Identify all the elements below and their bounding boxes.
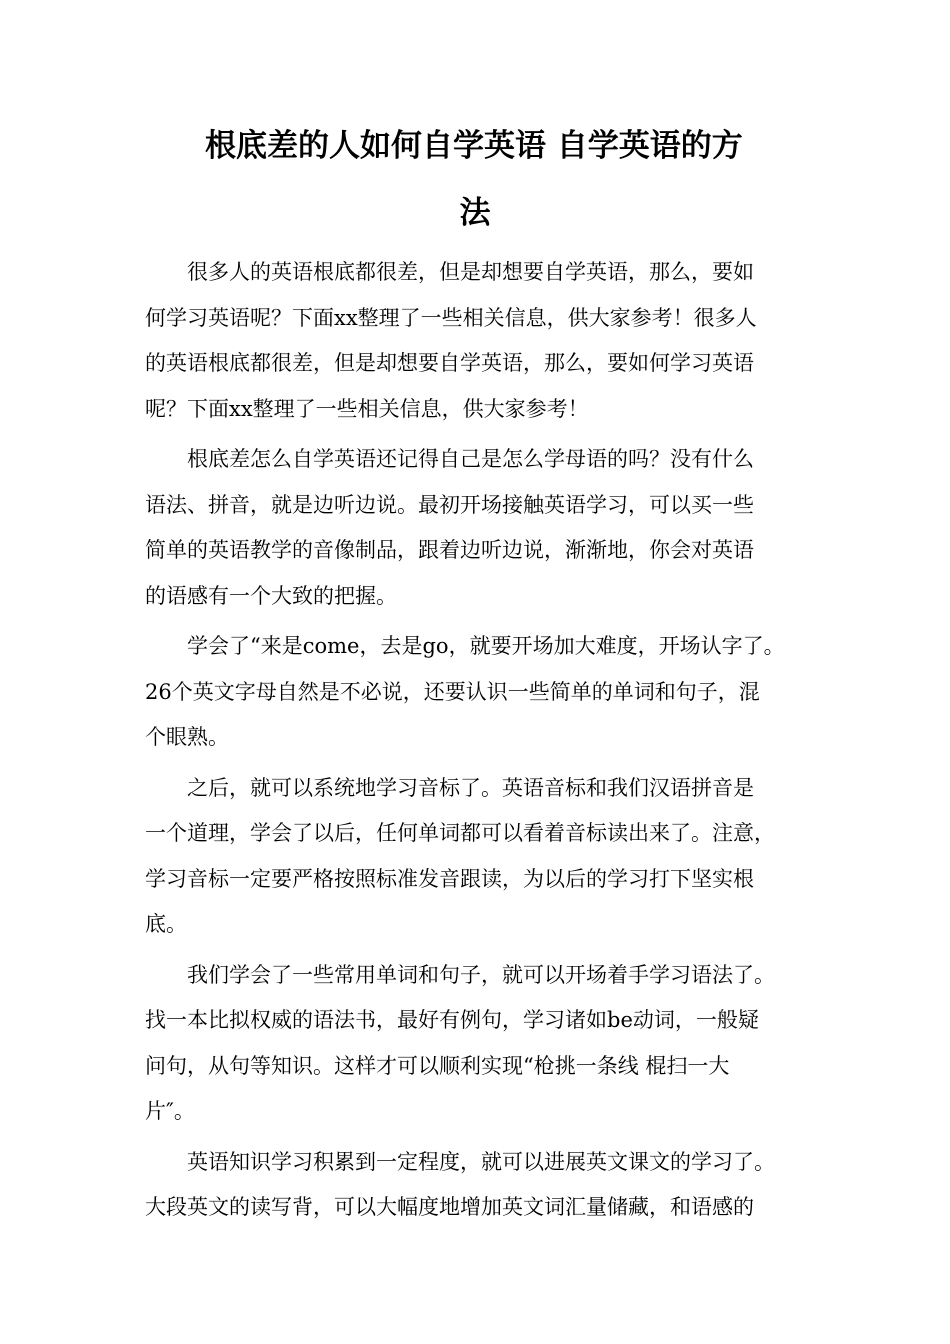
paragraph-6 (145, 1140, 809, 1231)
paragraph-line: 片″。 (145, 1099, 195, 1123)
paragraph-5 (145, 953, 809, 1135)
paragraph-2 (145, 437, 809, 619)
paragraph-line: 个眼熟。 (145, 725, 229, 749)
document-title-line-1: 根底差的人如何自学英语 自学英语的方 (205, 128, 743, 164)
paragraph-line: 问句，从句等知识。这样才可以顺利实现“枪挑一条线 棍扫一大 (145, 1053, 730, 1078)
paragraph-line: 简单的英语教学的音像制品，跟着边听边说，渐渐地，你会对英语 (145, 538, 754, 562)
paragraph-line: 的语感有一个大致的把握。 (145, 583, 397, 608)
paragraph-4 (145, 766, 809, 948)
paragraph-line: 找一本比拟权威的语法书，最好有例句，学习诸如be动词，一般疑 (145, 1008, 759, 1032)
paragraph-line: 底。 (145, 912, 187, 936)
paragraph-line: 我们学会了一些常用单词和句子，就可以开场着手学习语法了。 (187, 962, 775, 987)
paragraph-1 (145, 250, 809, 432)
document-body (145, 250, 809, 1236)
paragraph-line: 26个英文字母自然是不必说，还要认识一些简单的单词和句子，混 (145, 679, 760, 704)
paragraph-line: 的英语根底都很差，但是却想要自学英语，那么，要如何学习英语 (145, 351, 754, 375)
paragraph-line: 大段英文的读写背，可以大幅度地增加英文词汇量储藏，和语感的 (145, 1195, 754, 1219)
paragraph-line: 呢？下面xx整理了一些相关信息，供大家参考！ (145, 396, 589, 421)
paragraph-line: 语法、拼音，就是边听边说。最初开场接触英语学习，可以买一些 (145, 492, 754, 517)
document-title-line-2: 法 (459, 195, 491, 231)
paragraph-line: 很多人的英语根底都很差，但是却想要自学英语，那么，要如 (187, 260, 754, 284)
paragraph-line: 学会了“来是come，去是go，就要开场加大难度，开场认字了。 (187, 634, 785, 658)
paragraph-line: 之后，就可以系统地学习音标了。英语音标和我们汉语拼音是 (187, 775, 754, 800)
paragraph-line: 何学习英语呢？下面xx整理了一些相关信息，供大家参考！很多人 (145, 305, 757, 330)
paragraph-3 (145, 624, 809, 761)
paragraph-line: 英语知识学习积累到一定程度，就可以进展英文课文的学习了。 (187, 1149, 775, 1174)
paragraph-line: 学习音标一定要严格按照标准发音跟读，为以后的学习打下坚实根 (145, 866, 754, 891)
paragraph-line: 一个道理，学会了以后，任何单词都可以看着音标读出来了。注意， (145, 821, 775, 845)
paragraph-line: 根底差怎么自学英语还记得自己是怎么学母语的吗？没有什么 (187, 447, 754, 471)
